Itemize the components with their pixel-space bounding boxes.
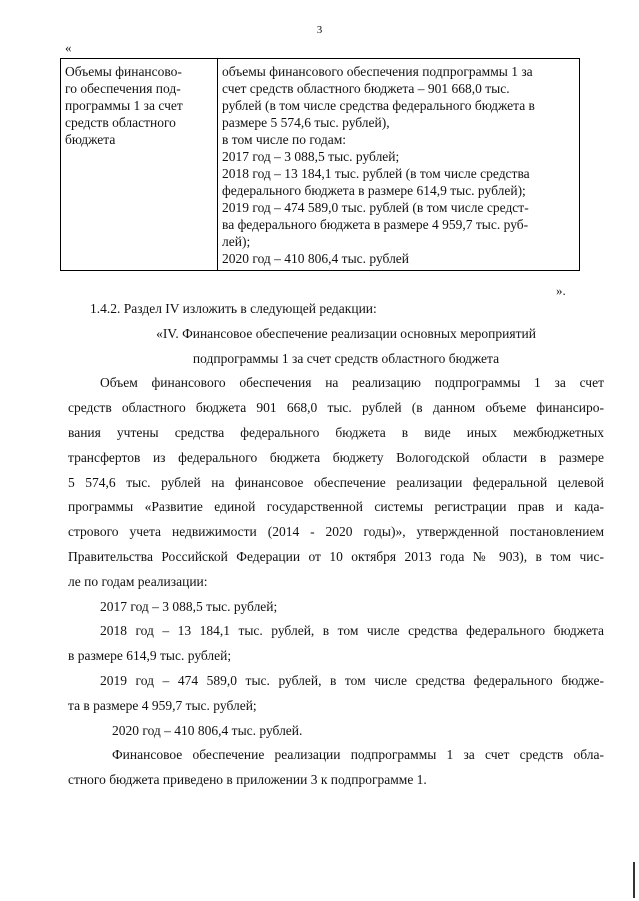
cell-line: размере 5 574,6 тыс. рублей), (222, 115, 390, 130)
paragraph-line: Объем финансового обеспечения на реализацию подпрограммы 1 за счет (100, 375, 604, 391)
year-line: 2017 год – 3 088,5 тыс. рублей; (100, 598, 278, 614)
paragraph-line: стрового учета недвижимости (2014 - 2020 годы)», утвержденной постановлением (68, 524, 604, 540)
page-number: 3 (316, 24, 323, 36)
closing-quote: ». (556, 283, 566, 298)
paragraph-line: Финансовое обеспечение реализации подпрограммы 1 за счет средств обла- (112, 747, 604, 763)
cell-line: рублей (в том числе средства федерального бюджета в (222, 98, 535, 113)
paragraph-line: 5 574,6 тыс. рублей на финансовое обеспечение реализации федеральной целевой (68, 474, 604, 490)
cell-line: го обеспечения под- (65, 81, 181, 96)
cell-line: программы 1 за счет (65, 98, 183, 113)
cell-line: средств областного (65, 115, 176, 130)
year-line: 2019 год – 474 589,0 тыс. рублей, в том числе средства федерального бюдже- (100, 672, 604, 688)
paragraph-line: программы «Развитие единой государственной системы регистрации прав и када- (68, 499, 604, 515)
year-line: 2018 год – 13 184,1 тыс. рублей, в том числе средства федерального бюджета (100, 623, 604, 639)
paragraph-line: стного бюджета приведено в приложении 3 к подпрограмме 1. (68, 772, 427, 788)
paragraph-line: вания учтены средства федерального бюджета в виде иных межбюджетных (68, 424, 604, 440)
table-cell-label (61, 59, 218, 271)
cell-line: Объемы финансово- (65, 64, 182, 79)
cell-line: объемы финансового обеспечения подпрограммы 1 за (222, 64, 533, 79)
paragraph-line: ле по годам реализации: (68, 573, 208, 589)
section-heading: «IV. Финансовое обеспечение реализации основных мероприятий (156, 325, 536, 341)
cell-line: 2020 год – 410 806,4 тыс. рублей (222, 251, 410, 266)
cell-line: ва федерального бюджета в размере 4 959,7 тыс. руб- (222, 217, 529, 232)
year-line: 2020 год – 410 806,4 тыс. рублей. (112, 722, 303, 738)
paragraph-line: та в размере 4 959,7 тыс. рублей; (68, 697, 257, 713)
cell-line: в том числе по годам: (222, 132, 347, 147)
amendment-line: 1.4.2. Раздел IV изложить в следующей редакции: (90, 301, 377, 316)
paragraph-line: трансфертов из федерального бюджета бюджету Вологодской области в размере (68, 449, 604, 465)
cell-line: 2017 год – 3 088,5 тыс. рублей; (222, 149, 400, 164)
cell-line: федерального бюджета в размере 614,9 тыс. рублей); (222, 183, 526, 198)
cell-line: лей); (222, 234, 251, 249)
paragraph-line: Правительства Российской Федерации от 10 октября 2013 года № 903), в том чис- (68, 548, 604, 564)
cell-line: бюджета (65, 132, 116, 147)
cell-line: счет средств областного бюджета – 901 668,0 тыс. (222, 81, 510, 96)
financing-table (60, 58, 580, 271)
cell-line: 2019 год – 474 589,0 тыс. рублей (в том числе средст- (222, 200, 529, 215)
table-row (61, 59, 580, 271)
section-heading: подпрограммы 1 за счет средств областного бюджета (192, 350, 500, 366)
paragraph-line: в размере 614,9 тыс. рублей; (68, 648, 232, 664)
cell-line: 2018 год – 13 184,1 тыс. рублей (в том числе средства (222, 166, 530, 181)
scan-edge-mark (633, 862, 635, 898)
paragraph-line: средств областного бюджета 901 668,0 тыс. рублей (в данном объеме финансиро- (68, 400, 604, 416)
opening-quote: « (65, 40, 72, 55)
body-text (68, 297, 604, 793)
table-cell-value (218, 59, 580, 271)
